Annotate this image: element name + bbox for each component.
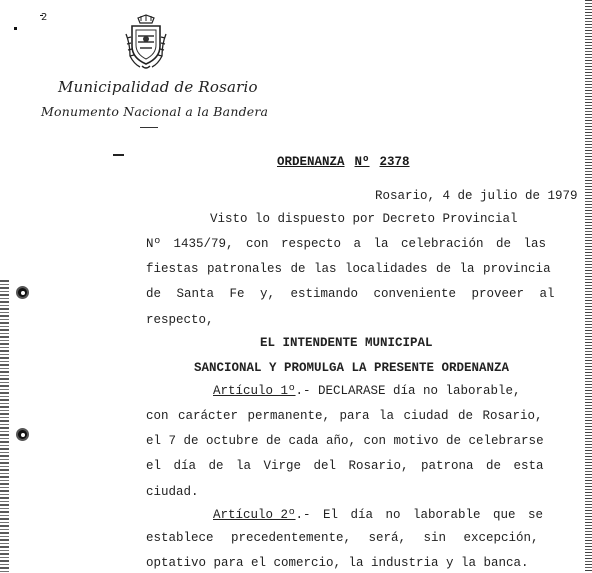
scan-edge-left — [0, 280, 9, 573]
monument-subtitle: Monumento Nacional a la Bandera — [41, 104, 269, 119]
ordinance-number: 2378 — [379, 155, 410, 169]
visto-line-1: Visto lo dispuesto por Decreto Provincial — [210, 212, 518, 226]
sanciona-heading: SANCIONAL Y PROMULGA LA PRESENTE ORDENANZA — [194, 361, 510, 375]
article-2-label: Artículo 2º — [213, 508, 296, 522]
visto-line-5: respecto, — [146, 313, 214, 327]
binder-hole-icon — [16, 428, 29, 441]
article-1-first-line — [213, 384, 521, 398]
article-1-line-1: .- DECLARASE día no laborable, — [295, 384, 521, 398]
article-2-line-1: .- El día no laborable que se — [295, 508, 544, 522]
municipality-name: Municipalidad de Rosario — [58, 78, 258, 96]
binder-hole-icon — [16, 286, 29, 299]
article-2-line-2: establece precedentemente, será, sin excepción, — [146, 531, 539, 545]
visto-line-2: Nº 1435/79, con respecto a la celebración de las — [146, 237, 547, 251]
municipal-seal-icon — [124, 14, 168, 70]
article-2-first-line — [213, 508, 543, 522]
ordinance-number-label: Nº — [354, 155, 370, 169]
article-1-line-5: ciudad. — [146, 485, 199, 499]
intendente-heading: EL INTENDENTE MUNICIPAL — [260, 336, 433, 350]
visto-line-3: fiestas patronales de las localidades de la provincia — [146, 262, 551, 276]
article-2-line-3: optativo para el comercio, la industria y la banca. — [146, 556, 529, 570]
scan-edge-right — [585, 0, 592, 573]
article-1-line-2: con carácter permanente, para la ciudad de Rosario, — [146, 409, 543, 423]
header-rule — [140, 127, 158, 128]
corner-mark: 2 — [41, 12, 48, 23]
ordinance-title — [277, 155, 410, 169]
ordinance-title-word: ORDENANZA — [277, 155, 345, 169]
article-1-line-3: el 7 de octubre de cada año, con motivo de celebrarse — [146, 434, 544, 448]
margin-dash — [113, 154, 124, 156]
visto-line-4: de Santa Fe y, estimando conveniente proveer al — [146, 287, 555, 301]
article-1-label: Artículo 1º — [213, 384, 296, 398]
scan-speck — [14, 27, 17, 30]
article-1-line-4: el día de la Virge del Rosario, patrona de esta — [146, 459, 544, 473]
date-line: Rosario, 4 de julio de 1979 — [375, 189, 578, 203]
